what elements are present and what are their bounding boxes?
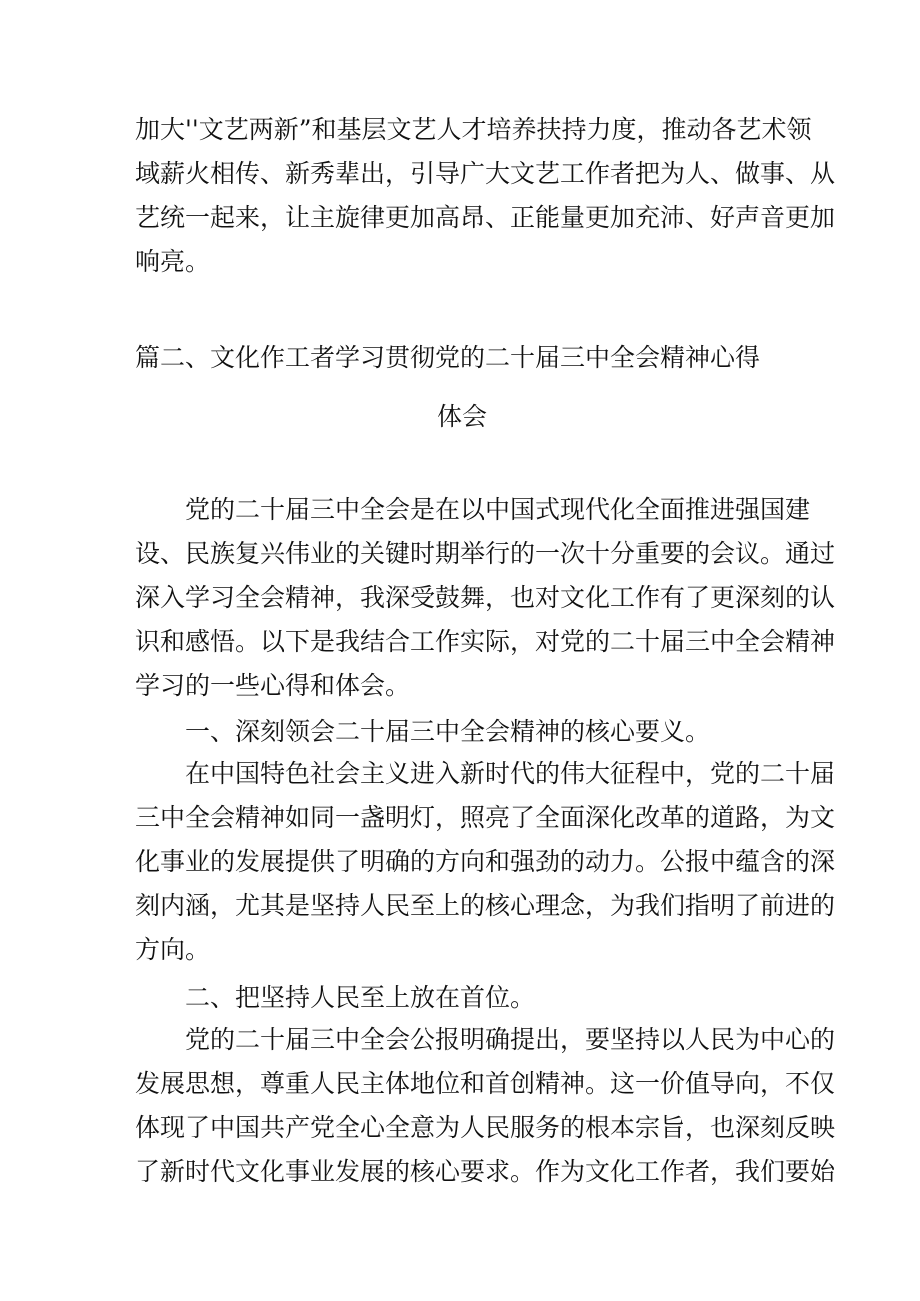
section1-paragraph-line: 化事业的发展提供了明确的方向和强劲的动力。公报中蕴含的深 (135, 847, 836, 876)
section1-paragraph-line: 方向。 (135, 935, 211, 964)
section2-paragraph-line: 了新时代文化事业发展的核心要求。作为文化工作者，我们要始 (135, 1157, 836, 1186)
section2-paragraph-line: 党的二十届三中全会公报明确提出，要坚持以人民为中心的 (185, 1025, 836, 1054)
section1-paragraph-line: 刻内涵，尤其是坚持人民至上的核心理念，为我们指明了前进的 (135, 891, 836, 920)
intro-paragraph-line: 深入学习全会精神，我深受鼓舞，也对文化工作有了更深刻的认 (135, 583, 836, 612)
section-heading-2: 二、把坚持人民至上放在首位。 (185, 983, 536, 1012)
intro-paragraph-line: 学习的一些心得和体会。 (135, 671, 411, 700)
intro-paragraph-line: 识和感悟。以下是我结合工作实际，对党的二十届三中全会精神 (135, 627, 836, 656)
section1-paragraph-line: 在中国特色社会主义进入新时代的伟大征程中，党的二十届 (185, 759, 836, 788)
intro-paragraph-line: 党的二十届三中全会是在以中国式现代化全面推进强国建 (185, 495, 811, 524)
top-paragraph-line: 响亮。 (135, 247, 211, 276)
top-paragraph-line: 艺统一起来，让主旋律更加高昂、正能量更加充沛、好声音更加 (135, 203, 836, 232)
section2-paragraph-line: 体现了中国共产党全心全意为人民服务的根本宗旨，也深刻反映 (135, 1113, 836, 1142)
top-paragraph-line: 域薪火相传、新秀辈出，引导广大文艺工作者把为人、做事、从 (135, 159, 836, 188)
article-title: 篇二、文化作工者学习贯彻党的二十届三中全会精神心得 (135, 343, 761, 372)
section2-paragraph-line: 发展思想，尊重人民主体地位和首创精神。这一价值导向，不仅 (135, 1069, 836, 1098)
article-title-continued: 体会 (437, 402, 488, 431)
intro-paragraph-line: 设、民族复兴伟业的关键时期举行的一次十分重要的会议。通过 (135, 539, 836, 568)
section-heading-1: 一、深刻领会二十届三中全会精神的核心要义。 (185, 717, 711, 746)
top-paragraph-line: 加大''文艺两新”和基层文艺人才培养扶持力度，推动各艺术领 (135, 115, 812, 144)
section1-paragraph-line: 三中全会精神如同一盏明灯，照亮了全面深化改革的道路，为文 (135, 803, 836, 832)
